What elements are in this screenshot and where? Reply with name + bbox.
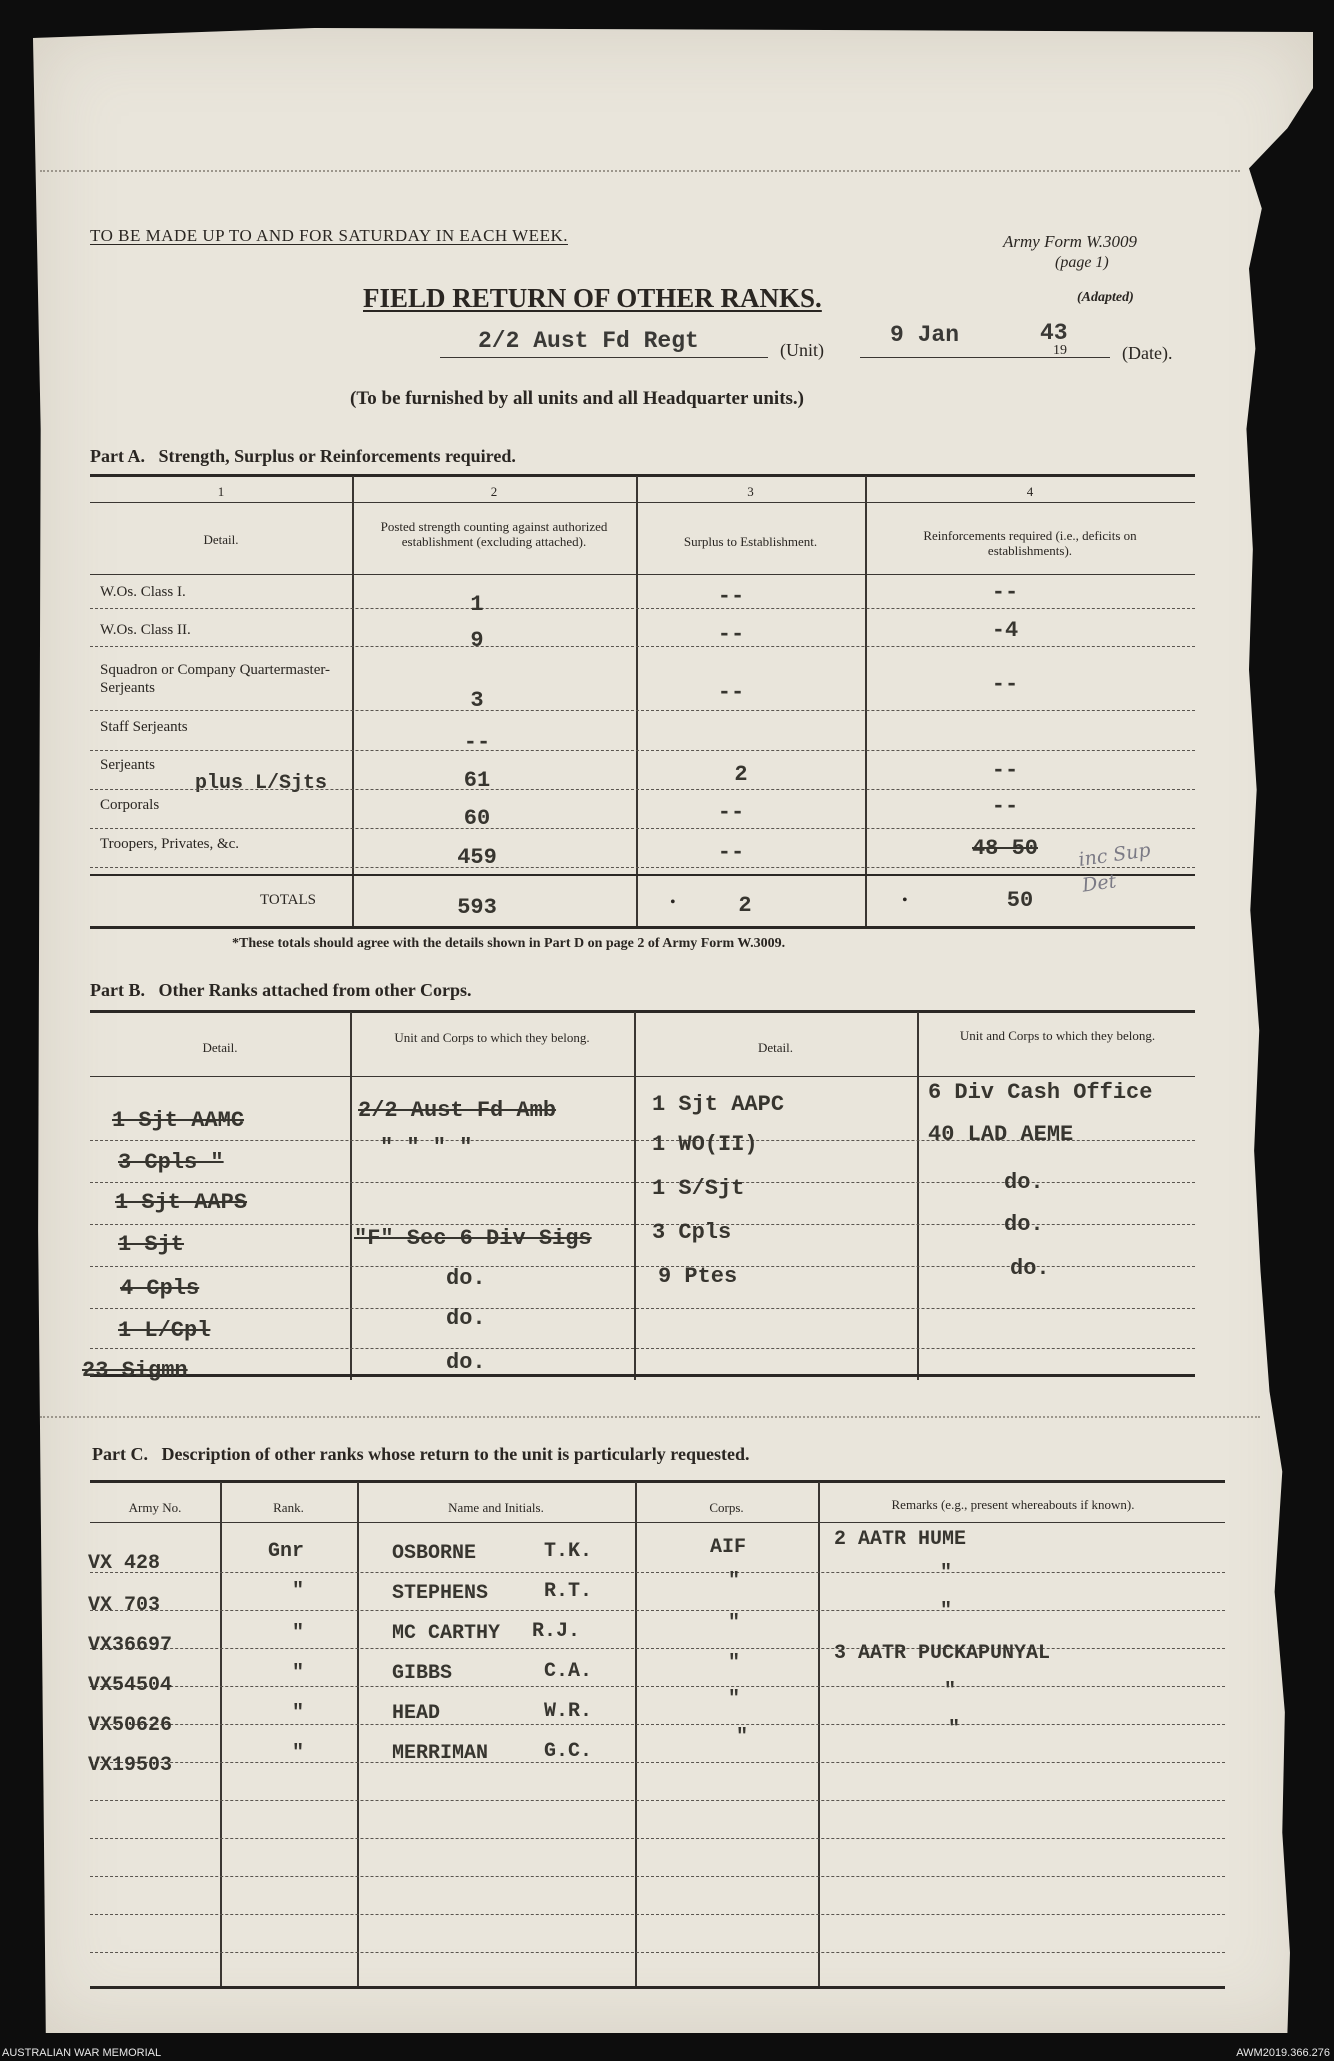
- row-rule: [90, 1348, 1195, 1349]
- remarks: ": [940, 1600, 953, 1623]
- part-b-label: Part B.: [90, 980, 145, 1000]
- col-num-1: 1: [217, 484, 225, 499]
- totals-rule: [90, 874, 1195, 876]
- row-rule: [90, 1762, 1225, 1763]
- row-rule: [90, 1952, 1225, 1953]
- row-label: Corporals: [100, 797, 160, 813]
- part-c-col-divider: [635, 1482, 637, 1987]
- b-right-unit: 40 LAD AEME: [928, 1122, 1074, 1147]
- rank: ": [292, 1580, 305, 1603]
- row-label: W.Os. Class I.: [100, 584, 186, 600]
- corps: ": [736, 1726, 749, 1749]
- b-left-unit: " " " ": [380, 1135, 473, 1160]
- unit-underline: [440, 357, 768, 358]
- row-rule: [90, 1610, 1225, 1611]
- part-a-heading: [90, 446, 516, 467]
- surplus-value: 2: [734, 762, 748, 787]
- surname: OSBORNE: [392, 1542, 477, 1565]
- remarks: ": [944, 1680, 957, 1703]
- row-label: Troopers, Privates, &c.: [100, 836, 240, 852]
- part-b-top-rule: [90, 1010, 1195, 1013]
- surplus-value: --: [717, 800, 745, 825]
- date-label: (Date).: [1122, 343, 1173, 363]
- corps: ": [728, 1688, 741, 1711]
- b-left-detail: 4 Cpls: [120, 1276, 200, 1301]
- surname: HEAD: [392, 1702, 441, 1725]
- posted-value: 3: [470, 688, 484, 713]
- part-c-title: Description of other ranks whose return to the unit is particularly requested.: [161, 1444, 750, 1464]
- furnish-note: (To be furnished by all units and all Headquarter units.): [350, 388, 804, 409]
- surname: GIBBS: [392, 1662, 453, 1685]
- part-c-top-rule: [90, 1480, 1225, 1483]
- row-rule: [90, 1800, 1225, 1801]
- reinf-value: --: [991, 580, 1019, 605]
- part-a-rule: [90, 574, 1195, 575]
- footer-accession: AWM2019.366.276: [1236, 2047, 1330, 2059]
- perforation-top: [40, 170, 1240, 172]
- col-num-4: 4: [1026, 484, 1034, 499]
- col-header-posted: Posted strength counting against authorized establishment (excluding attached).: [380, 519, 608, 549]
- part-c-col-divider: [357, 1482, 359, 1987]
- page-title: FIELD RETURN OF OTHER RANKS.: [363, 283, 822, 313]
- b-right-unit: do.: [1010, 1256, 1050, 1281]
- part-a-label: Part A.: [90, 446, 145, 466]
- row-rule: [90, 1308, 1195, 1309]
- part-b-rule: [90, 1076, 1195, 1077]
- army-no: VX 703: [88, 1594, 161, 1617]
- col-header-surplus: Surplus to Establishment.: [683, 534, 818, 549]
- corps: AIF: [710, 1536, 747, 1559]
- part-c-rule: [90, 1522, 1225, 1523]
- part-c-col-divider: [220, 1482, 222, 1987]
- b-left-detail: 1 Sjt AAPS: [115, 1190, 248, 1215]
- totals-label: TOTALS: [260, 892, 317, 908]
- part-a-top-rule: [90, 474, 1195, 477]
- reinf-value: --: [991, 758, 1019, 783]
- army-no: VX54504: [88, 1674, 173, 1697]
- row-rule: [90, 1724, 1225, 1725]
- form-name: Army Form W.3009: [1003, 232, 1137, 251]
- b-left-detail: 1 L/Cpl: [118, 1318, 211, 1343]
- row-rule: [90, 1876, 1225, 1877]
- date-value: 9 Jan: [890, 322, 960, 348]
- row-label: Staff Serjeants: [100, 719, 188, 735]
- army-no: VX36697: [88, 1634, 173, 1657]
- b-right-unit: do.: [1004, 1170, 1044, 1195]
- corps: ": [728, 1652, 741, 1675]
- b-left-detail: 1 Sjt AAMC: [112, 1108, 245, 1133]
- rank: Gnr: [268, 1540, 305, 1563]
- total-surplus: 2: [738, 893, 752, 918]
- corps: ": [728, 1570, 741, 1593]
- row-rule: [90, 1914, 1225, 1915]
- star-mark: •: [902, 892, 908, 909]
- b-right-detail: 3 Cpls: [652, 1220, 732, 1245]
- part-c-bottom-rule: [90, 1986, 1225, 1989]
- army-no: VX50626: [88, 1714, 173, 1737]
- initials: C.A.: [544, 1660, 593, 1683]
- b-left-unit: do.: [446, 1266, 486, 1291]
- total-posted: 593: [457, 895, 497, 920]
- row-rule: [90, 1838, 1225, 1839]
- posted-value: 459: [457, 845, 497, 870]
- initials: G.C.: [544, 1740, 593, 1763]
- surname: MERRIMAN: [392, 1742, 489, 1765]
- c-col-header: Army No.: [128, 1500, 182, 1515]
- year-prefix: 19: [1053, 343, 1067, 358]
- c-col-header: Name and Initials.: [448, 1500, 544, 1515]
- posted-value: 60: [463, 806, 491, 831]
- year-value: 43: [1040, 320, 1068, 346]
- total-reinf: 50: [1006, 888, 1034, 913]
- remarks: ": [940, 1562, 953, 1585]
- row-rule: [90, 789, 1195, 790]
- b-left-unit: do.: [446, 1350, 486, 1375]
- b-col-header: Unit and Corps to which they belong.: [394, 1030, 590, 1045]
- part-c-heading: [92, 1444, 749, 1465]
- part-b-title: Other Ranks attached from other Corps.: [158, 980, 472, 1000]
- reinf-value: --: [991, 794, 1019, 819]
- part-b-col-divider: [917, 1012, 919, 1380]
- row-label: Squadron or Company Quartermaster-Serjeants: [100, 662, 331, 696]
- col-header-reinf: Reinforcements required (i.e., deficits on establishments).: [923, 528, 1137, 558]
- b-right-detail: 9 Ptes: [658, 1264, 738, 1289]
- surplus-value: --: [717, 840, 745, 865]
- part-b-bottom-rule: [90, 1374, 1195, 1377]
- b-col-header: Detail.: [202, 1040, 238, 1055]
- part-c-col-divider: [818, 1482, 820, 1987]
- perforation-middle: [40, 1416, 1260, 1418]
- surplus-value: --: [717, 584, 745, 609]
- b-right-detail: 1 WO(II): [652, 1132, 758, 1157]
- col-num-2: 2: [490, 484, 498, 499]
- row-rule: [90, 750, 1195, 751]
- row-rule: [90, 867, 1195, 868]
- remarks: 2 AATR HUME: [834, 1528, 967, 1551]
- b-right-unit: 6 Div Cash Office: [928, 1080, 1153, 1105]
- army-no: VX19503: [88, 1754, 173, 1777]
- plus-lsjts-note: plus L/Sjts: [195, 772, 328, 795]
- b-col-header: Detail.: [757, 1040, 793, 1055]
- initials: W.R.: [544, 1700, 593, 1723]
- col-header-detail: Detail.: [203, 532, 239, 547]
- surname: STEPHENS: [392, 1582, 489, 1605]
- c-col-header: Rank.: [273, 1500, 304, 1515]
- c-col-header: Remarks (e.g., present whereabouts if known).: [891, 1497, 1135, 1512]
- unit-value: 2/2 Aust Fd Regt: [478, 328, 699, 354]
- posted-value: 1: [470, 592, 484, 617]
- posted-value: 9: [470, 628, 484, 653]
- initials: T.K.: [544, 1540, 593, 1563]
- b-left-unit: "F" Sec 6 Div Sigs: [354, 1226, 592, 1251]
- b-right-detail: 1 Sjt AAPC: [652, 1092, 785, 1117]
- posted-value: --: [463, 730, 491, 755]
- handwritten-note: inc Sup Det: [1077, 839, 1152, 897]
- remarks: 3 AATR PUCKAPUNYAL: [834, 1642, 1051, 1665]
- date-underline: [860, 357, 1110, 358]
- posted-value: 61: [463, 768, 491, 793]
- row-label: W.Os. Class II.: [100, 622, 191, 638]
- part-a-rule: [90, 502, 1195, 503]
- rank: ": [292, 1702, 305, 1725]
- part-a-title: Strength, Surplus or Reinforcements required.: [158, 446, 516, 466]
- corps: ": [728, 1612, 741, 1635]
- part-b-col-divider: [634, 1012, 636, 1380]
- adapted-label: (Adapted): [1077, 290, 1134, 305]
- reinf-value: -4: [991, 618, 1019, 643]
- rank: ": [292, 1662, 305, 1685]
- surname: MC CARTHY: [392, 1622, 501, 1645]
- row-rule: [90, 828, 1195, 829]
- initials: R.T.: [544, 1580, 593, 1603]
- surplus-value: --: [717, 680, 745, 705]
- b-col-header: Unit and Corps to which they belong.: [959, 1028, 1156, 1043]
- part-c-label: Part C.: [92, 1444, 148, 1464]
- b-left-unit: do.: [446, 1306, 486, 1331]
- part-b-heading: [90, 980, 471, 1001]
- footer-credit: AUSTRALIAN WAR MEMORIAL: [2, 2047, 162, 2059]
- instruction-text: TO BE MADE UP TO AND FOR SATURDAY IN EACH WEEK.: [90, 226, 568, 245]
- row-rule: [90, 710, 1195, 711]
- part-a-footnote: *These totals should agree with the details shown in Part D on page 2 of Army Form W.3009.: [232, 936, 786, 951]
- initials: R.J.: [532, 1620, 581, 1643]
- b-left-detail: 1 Sjt: [118, 1232, 185, 1257]
- star-mark: •: [670, 894, 676, 911]
- row-label: Serjeants: [100, 757, 155, 773]
- army-no: VX 428: [88, 1552, 161, 1575]
- row-rule: [90, 1572, 1225, 1573]
- surplus-value: --: [717, 622, 745, 647]
- b-left-detail: 3 Cpls ": [118, 1150, 224, 1175]
- part-a-bottom-rule: [90, 926, 1195, 929]
- form-page: (page 1): [1055, 254, 1109, 271]
- rank: ": [292, 1622, 305, 1645]
- remarks: ": [948, 1718, 961, 1741]
- row-rule: [90, 1648, 1225, 1649]
- b-right-unit: do.: [1004, 1212, 1044, 1237]
- unit-label: (Unit): [780, 340, 824, 360]
- b-left-unit: 2/2 Aust Fd Amb: [358, 1098, 557, 1123]
- row-rule: [90, 1686, 1225, 1687]
- part-b-col-divider: [350, 1012, 352, 1380]
- reinf-value: 48 50: [971, 836, 1038, 861]
- b-right-detail: 1 S/Sjt: [652, 1176, 745, 1201]
- reinf-value: --: [991, 672, 1019, 697]
- col-num-3: 3: [747, 484, 754, 499]
- rank: ": [292, 1742, 305, 1765]
- c-col-header: Corps.: [709, 1500, 744, 1515]
- b-left-detail: 23 Sigmn: [82, 1358, 188, 1383]
